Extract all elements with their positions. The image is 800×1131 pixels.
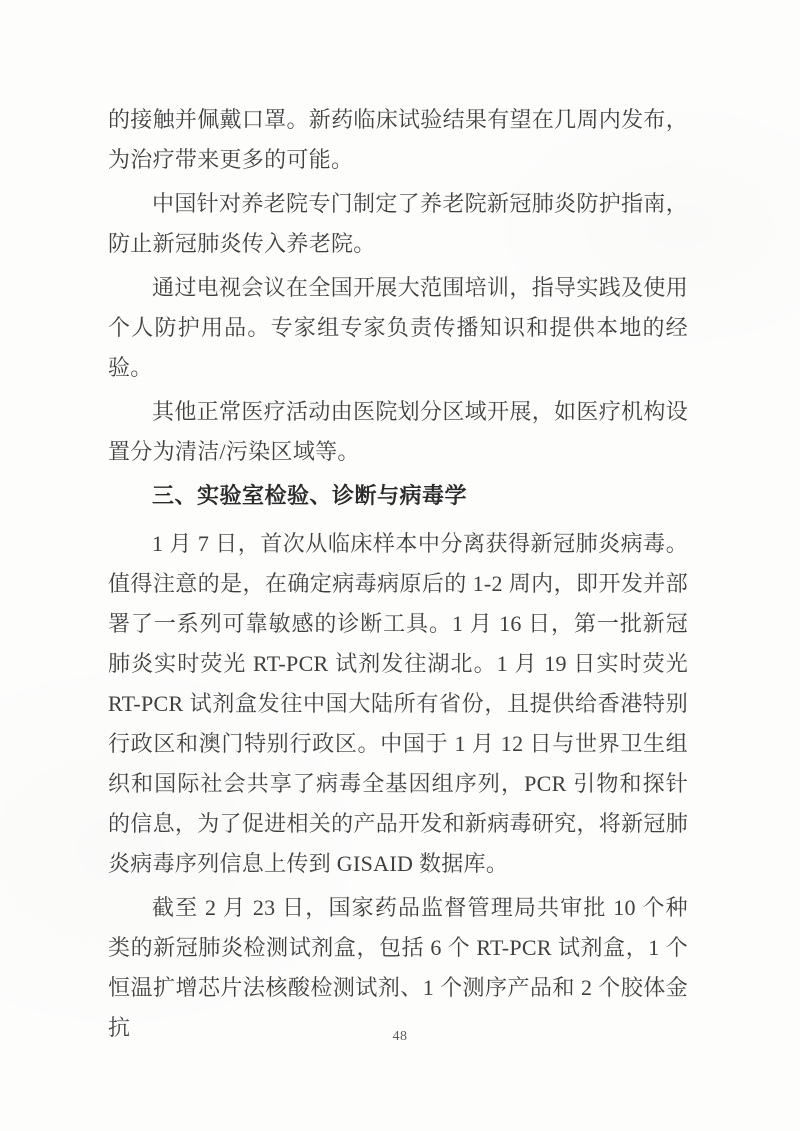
body-paragraph: 中国针对养老院专门制定了养老院新冠肺炎防护指南，防止新冠肺炎传入养老院。 <box>108 191 688 256</box>
body-paragraph-truncated: 截至 2 月 23 日，国家药品监督管理局共审批 10 个种类的新冠肺炎检测试剂盒，包括 6 个 RT-PCR 试剂盒，1 个恒温扩增芯片法核酸检测试剂、1 个测序产品和 2 个胶体金抗 <box>108 895 688 1040</box>
body-paragraph: 1 月 7 日，首次从临床样本中分离获得新冠肺炎病毒。值得注意的是，在确定病毒病原后的 1-2 周内，即开发并部署了一系列可靠敏感的诊断工具。1 月 16 日，第一批新冠肺炎实时荧光 RT-PCR 试剂发往湖北。1 月 19 日实时荧光 RT-PCR 试剂盒发往中国大陆所有省份，且提供给香港特别行政区和澳门特别行政区。中国于 1 月 12 日与世界卫生组织和国际社会共享了病毒全基因组序列，PCR 引物和探针的信息，为了促进相关的产品开发和新病毒研究，将新冠肺炎病毒序列信息上传到 GISAID 数据库。 <box>108 531 688 876</box>
body-paragraph: 其他正常医疗活动由医院划分区域开展，如医疗机构设置分为清洁/污染区域等。 <box>108 399 688 464</box>
text-column <box>108 100 688 1052</box>
page-number: 48 <box>392 1029 408 1044</box>
section-heading: 三、实验室检验、诊断与病毒学 <box>152 483 468 508</box>
body-paragraph-continuation: 的接触并佩戴口罩。新药临床试验结果有望在几周内发布，为治疗带来更多的可能。 <box>108 107 688 172</box>
body-paragraph: 通过电视会议在全国开展大范围培训，指导实践及使用个人防护用品。专家组专家负责传播知识和提供本地的经验。 <box>108 275 688 380</box>
